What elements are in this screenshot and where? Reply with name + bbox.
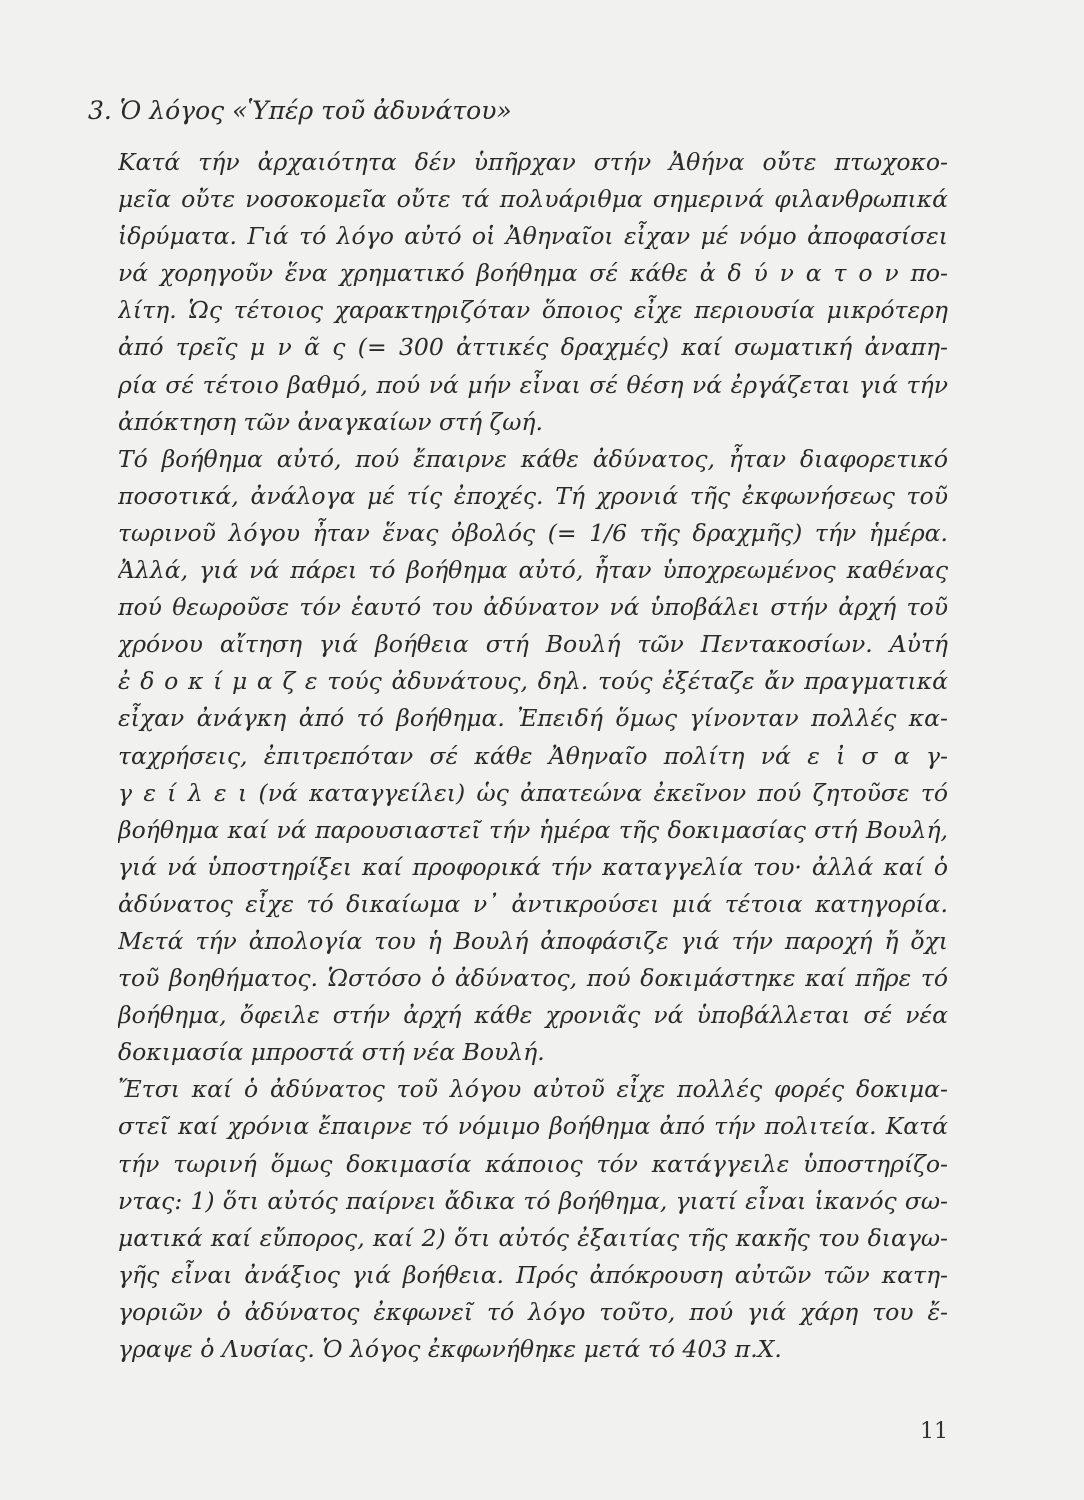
text-line: ἀδύνατος εἶχε τό δικαίωμα ν᾿ ἀντικρούσει μιά τέτοια κατηγορία. (118, 889, 948, 918)
text-line: γραψε ὁ Λυσίας. Ὁ λόγος ἐκφωνήθηκε μετά τό 403 π.Χ. (118, 1335, 782, 1363)
text-line: νά χορηγοῦν ἕνα χρηματικό βοήθημα σέ κάθε ἀ δ ύ ν α τ ο ν πο- (118, 259, 948, 288)
text-line: Τό βοήθημα αὐτό, πού ἔπαιρνε κάθε ἀδύνατος, ἦταν διαφορετικό (118, 444, 948, 473)
text-line: γοριῶν ὁ ἀδύνατος ἐκφωνεῖ τό λόγο τοῦτο, πού γιά χάρη του ἔ- (118, 1297, 948, 1326)
text-line: χρόνου αἴτηση γιά βοήθεια στή Βουλή τῶν Πεντακοσίων. Αὐτή (118, 630, 948, 659)
page-number: 11 (920, 1419, 948, 1444)
text-line: τήν τωρινή ὅμως δοκιμασία κάποιος τόν κατάγγειλε ὑποστηρίζο- (118, 1149, 948, 1178)
text-line: βοήθημα, ὄφειλε στήν ἀρχή κάθε χρονιᾶς νά ὑποβάλλεται σέ νέα (118, 1001, 948, 1030)
text-line: ματικά καί εὔπορος, καί 2) ὅτι αὐτός ἐξαιτίας τῆς κακῆς του διαγω- (118, 1223, 948, 1252)
text-line: εἶχαν ἀνάγκη ἀπό τό βοήθημα. Ἐπειδή ὅμως γίνονταν πολλές κα- (118, 704, 948, 733)
text-line: ἐ δ ο κ ί μ α ζ ε τούς ἀδυνάτους, δηλ. τούς ἐξέταζε ἄν πραγματικά (118, 667, 948, 696)
text-line: ἀπό τρεῖς μ ν ᾶ ς (= 300 ἀττικές δραχμές) καί σωματική ἀναπη- (118, 333, 948, 362)
text-line: ρία σέ τέτοιο βαθμό, πού νά μήν εἶναι σέ θέση νά ἐργάζεται γιά τήν (118, 370, 948, 399)
text-line: τοῦ βοηθήματος. Ὡστόσο ὁ ἀδύνατος, πού δοκιμάστηκε καί πῆρε τό (118, 964, 948, 993)
text-line: γιά νά ὑποστηρίξει καί προφορικά τήν καταγγελία του· ἀλλά καί ὁ (118, 852, 948, 881)
text-line: μεῖα οὔτε νοσοκομεῖα οὔτε τά πολυάριθμα σημερινά φιλανθρωπικά (118, 185, 948, 214)
text-line: ἱδρύματα. Γιά τό λόγο αὐτό οἱ Ἀθηναῖοι εἶχαν μέ νόμο ἀποφασίσει (118, 222, 948, 251)
text-line: Μετά τήν ἀπολογία του ἡ Βουλή ἀποφάσιζε γιά τήν παροχή ἤ ὄχι (118, 926, 948, 955)
section-heading: 3. Ὁ λόγος «Ὑπέρ τοῦ ἀδυνάτου» (88, 96, 512, 125)
text-line: ποσοτικά, ἀνάλογα μέ τίς ἐποχές. Τή χρονιά τῆς ἐκφωνήσεως τοῦ (118, 481, 948, 510)
text-line: στεῖ καί χρόνια ἔπαιρνε τό νόμιμο βοήθημα ἀπό τήν πολιτεία. Κατά (118, 1112, 948, 1141)
body-text (118, 144, 948, 1368)
text-line: πού θεωροῦσε τόν ἑαυτό του ἀδύνατον νά ὑποβάλει στήν ἀρχή τοῦ (118, 593, 948, 622)
text-line: ντας: 1) ὅτι αὐτός παίρνει ἄδικα τό βοήθημα, γιατί εἶναι ἱκανός σω- (118, 1186, 948, 1215)
text-line: γῆς εἶναι ἀνάξιος γιά βοήθεια. Πρός ἀπόκρουση αὐτῶν τῶν κατη- (118, 1260, 948, 1289)
text-line: βοήθημα καί νά παρουσιαστεῖ τήν ἡμέρα τῆς δοκιμασίας στή Βουλή, (118, 815, 948, 844)
text-line: Ἀλλά, γιά νά πάρει τό βοήθημα αὐτό, ἦταν ὑποχρεωμένος καθένας (118, 556, 948, 585)
text-line: Κατά τήν ἀρχαιότητα δέν ὑπῆρχαν στήν Ἀθήνα οὔτε πτωχοκο- (118, 148, 948, 176)
text-line: γ ε ί λ ε ι (νά καταγγείλει) ὡς ἀπατεώνα ἐκεῖνον πού ζητοῦσε τό (118, 778, 948, 807)
text-line: δοκιμασία μπροστά στή νέα Βουλή. (118, 1038, 545, 1067)
text-line: τωρινοῦ λόγου ἦταν ἕνας ὀβολός (= 1/6 τῆς δραχμῆς) τήν ἡμέρα. (118, 518, 948, 547)
text-line: ταχρήσεις, ἐπιτρεπόταν σέ κάθε Ἀθηναῖο πολίτη νά ε ἰ σ α γ- (118, 741, 948, 770)
text-line: λίτη. Ὡς τέτοιος χαρακτηριζόταν ὅποιος εἶχε περιουσία μικρότερη (118, 296, 948, 325)
text-line: Ἔτσι καί ὁ ἀδύνατος τοῦ λόγου αὐτοῦ εἶχε πολλές φορές δοκιμα- (118, 1075, 948, 1104)
text-line: ἀπόκτηση τῶν ἀναγκαίων στή ζωή. (118, 407, 543, 436)
